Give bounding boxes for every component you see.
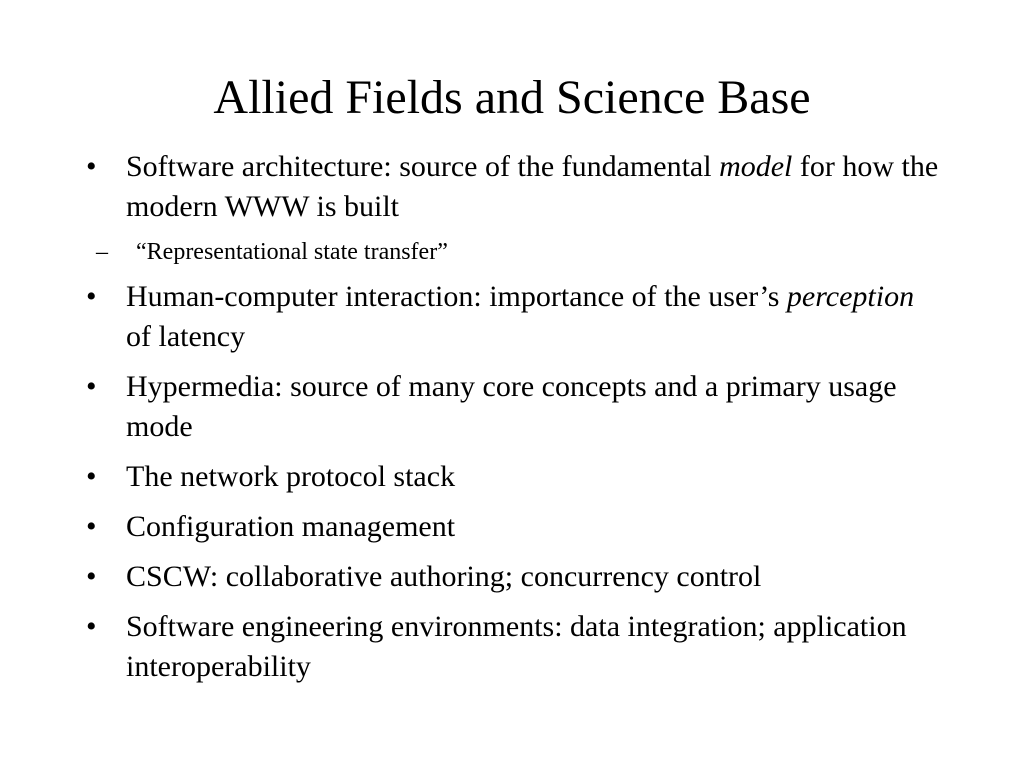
bullet-icon: •: [86, 370, 97, 403]
bullet-text: Software architecture: source of the fundamental model for how the modern WWW is built: [126, 150, 939, 223]
bullet-text: Hypermedia: source of many core concepts and a primary usage mode: [126, 370, 897, 443]
bullet-item-cscw: [84, 557, 944, 597]
bullet-text: The network protocol stack: [126, 460, 456, 493]
sub-item-text: “Representational state transfer”: [136, 239, 448, 265]
bullet-text: Configuration management: [126, 510, 456, 543]
bullet-icon: •: [86, 560, 97, 593]
bullet-icon: •: [86, 280, 97, 313]
bullet-list: [84, 147, 944, 697]
bullet-item-sw-environments: [84, 607, 944, 687]
emphasis-model: model: [719, 150, 793, 183]
bullet-item-network-stack: [84, 457, 944, 497]
emphasis-perception: perception: [786, 280, 915, 313]
bullet-text: CSCW: collaborative authoring; concurrency control: [126, 560, 762, 593]
slide-title: Allied Fields and Science Base: [213, 71, 811, 124]
bullet-icon: •: [86, 510, 97, 543]
bullet-item-hci: [84, 277, 944, 357]
bullet-item-software-architecture: [84, 147, 944, 227]
bullet-item-hypermedia: [84, 367, 944, 447]
bullet-item-config-management: [84, 507, 944, 547]
bullet-text: Software engineering environments: data integration; application interoperability: [126, 610, 907, 683]
bullet-text: Human-computer interaction: importance of the user’s perception of latency: [126, 280, 915, 353]
bullet-icon: •: [86, 150, 97, 183]
sub-item-rest: [84, 237, 944, 267]
bullet-icon: •: [86, 610, 97, 643]
dash-icon: –: [96, 239, 108, 265]
bullet-icon: •: [86, 460, 97, 493]
